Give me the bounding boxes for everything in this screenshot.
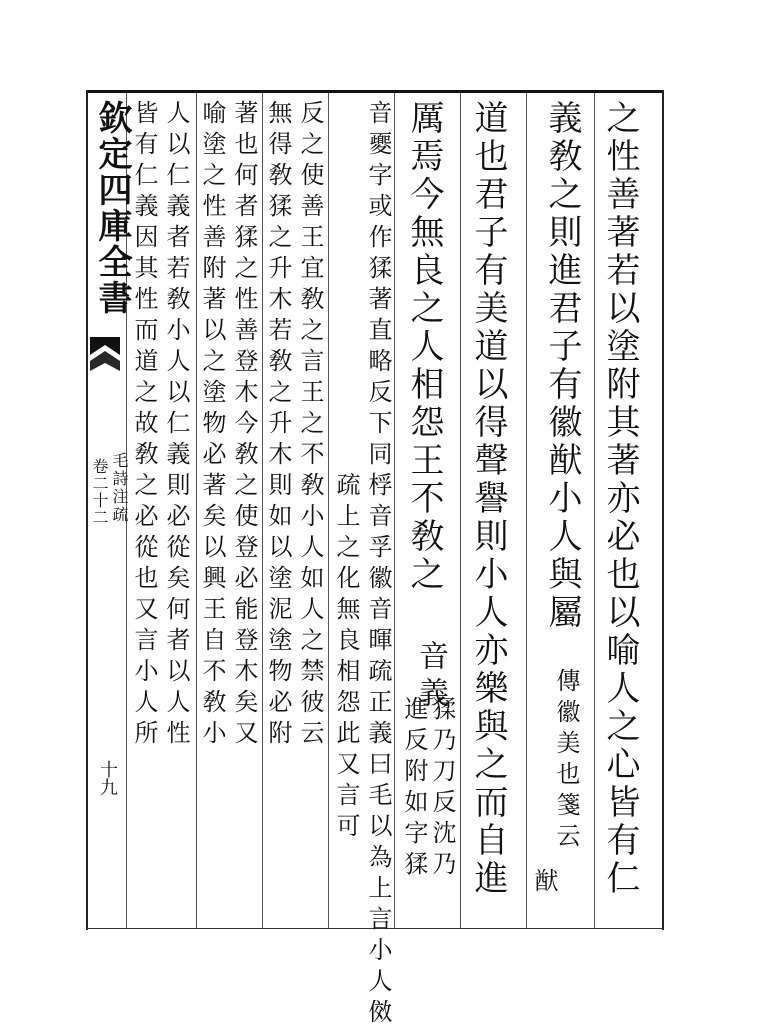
header-book-title: 毛詩注疏 (110, 452, 129, 524)
page-frame-top (86, 90, 664, 93)
header-volume: 卷二十二 (90, 458, 109, 526)
annotation-left: 猷 (530, 868, 558, 899)
annotation-left: 進反附如字猱 (400, 696, 428, 882)
main-text: 義敎之則進君子有徽猷小人與屬 (542, 100, 582, 632)
text-column-4 (398, 100, 462, 920)
annotation-right: 傳徽美也箋云 (552, 668, 580, 854)
main-text: 厲焉今無良之人相怨王不敎之 (404, 100, 444, 594)
annotation-left: 疏上之化無良相怨此又言可 (332, 472, 360, 844)
page-frame-right (662, 90, 664, 930)
text-column-5 (332, 100, 396, 1030)
yin-yi-marker: 音義 (413, 640, 448, 714)
fishtail-mark-icon (88, 335, 122, 373)
header-page-number: 十九 (97, 760, 118, 796)
annotation-right: 音夒字或作猱著直略反下同桴音孚徽音暉疏正義曰毛以為上言小人傚 (364, 100, 392, 1030)
annotation-left: 皆有仁義因其性而道之故敎之必從也又言小人所 (130, 100, 158, 751)
annotation-left: 無得敎猱之升木若敎之升木則如以塗泥塗物必附 (264, 100, 292, 751)
text-column-2 (532, 100, 596, 920)
annotation-right: 反之使善王宜敎之言王之不敎小人如人之禁彼云 (296, 100, 324, 751)
column-rule (262, 93, 263, 928)
text-column-8 (130, 100, 194, 920)
text-column-7 (198, 100, 262, 920)
annotation-right: 人以仁義者若敎小人以仁義則必從矣何者以人性 (162, 100, 190, 751)
text-column-6 (264, 100, 328, 920)
column-rule (196, 93, 197, 928)
text-column-3: 道也君子有美道以得聲譽則小人亦樂與之而自進 (468, 100, 508, 898)
text-column-1: 之性善著若以塗附其著亦必也以喻人之心皆有仁 (600, 100, 640, 898)
column-rule (328, 93, 329, 928)
header-title: 欽定四庫全書 (92, 100, 132, 316)
annotation-left: 喻塗之性善附著以之塗物必著矣以興王自不敎小 (198, 100, 226, 751)
annotation-right: 著也何者猱之性善登木今敎之使登必能登木矣又 (230, 100, 258, 751)
column-rule (526, 93, 527, 928)
annotation-right: 猱乃刀反沈乃 (428, 696, 456, 882)
